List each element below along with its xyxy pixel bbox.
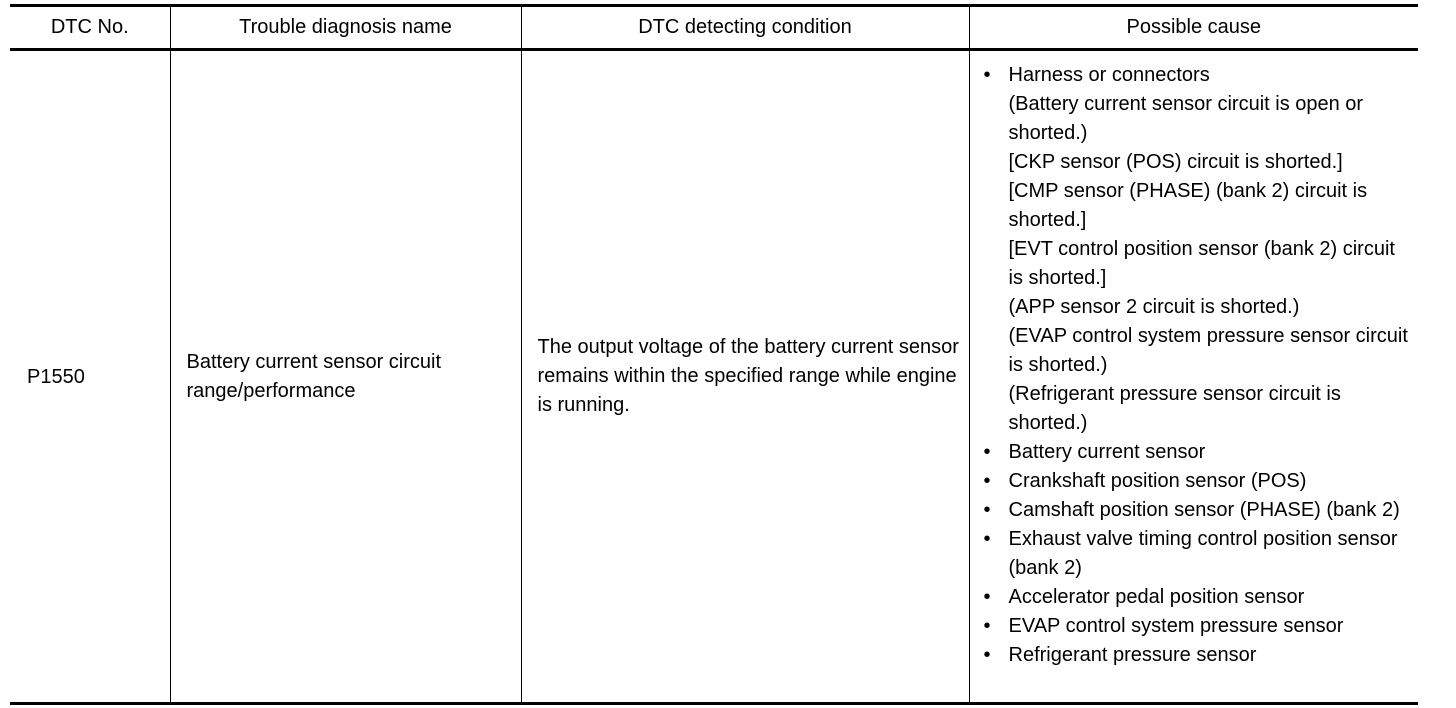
header-diagnosis-name: Trouble diagnosis name <box>170 6 521 50</box>
possible-causes-cell <box>969 50 1418 704</box>
cause-detail: (Battery current sensor circuit is open or shorted.) <box>1008 93 1364 144</box>
list-item <box>984 641 1413 670</box>
list-item <box>984 438 1413 467</box>
cause-label: Refrigerant pressure sensor <box>1008 644 1257 666</box>
bullet-icon: • <box>983 615 991 637</box>
cause-label: EVAP control system pressure sensor <box>1008 615 1344 637</box>
cause-label: Accelerator pedal position sensor <box>1008 586 1305 608</box>
dtc-table <box>10 4 1418 705</box>
bullet-icon: • <box>983 499 991 521</box>
header-dtc-no: DTC No. <box>10 6 170 50</box>
header-detecting-condition: DTC detecting condition <box>521 6 969 50</box>
header-possible-cause: Possible cause <box>969 6 1418 50</box>
list-item <box>984 612 1413 641</box>
cause-label: Harness or connectors <box>1008 64 1210 86</box>
diagnosis-name: Battery current sensor circuit range/performance <box>170 50 521 704</box>
table-header <box>10 6 1418 50</box>
header-row <box>10 6 1418 50</box>
cause-label: Crankshaft position sensor (POS) <box>1008 470 1307 492</box>
list-item <box>984 467 1413 496</box>
bullet-icon: • <box>983 470 991 492</box>
cause-label: Camshaft position sensor (PHASE) (bank 2) <box>1008 499 1400 521</box>
list-item <box>984 525 1413 583</box>
cause-label: Exhaust valve timing control position sensor (bank 2) <box>1008 528 1398 579</box>
cause-detail: (EVAP control system pressure sensor circuit is shorted.) <box>1008 325 1408 376</box>
bullet-icon: • <box>983 528 991 550</box>
cause-detail: (APP sensor 2 circuit is shorted.) <box>1008 296 1300 318</box>
list-item <box>984 496 1413 525</box>
cause-detail: [EVT control position sensor (bank 2) circuit is shorted.] <box>1008 238 1395 289</box>
cause-detail: (Refrigerant pressure sensor circuit is shorted.) <box>1008 383 1341 434</box>
bullet-icon: • <box>983 64 991 86</box>
possible-cause-list <box>984 61 1413 670</box>
cause-detail: [CMP sensor (PHASE) (bank 2) circuit is shorted.] <box>1008 180 1368 231</box>
detecting-condition: The output voltage of the battery current sensor remains within the specified range while engine is running. <box>521 50 969 704</box>
dtc-code: P1550 <box>10 50 170 704</box>
cause-label: Battery current sensor <box>1008 441 1206 463</box>
cause-detail: [CKP sensor (POS) circuit is shorted.] <box>1008 151 1343 173</box>
bullet-icon: • <box>983 586 991 608</box>
bullet-icon: • <box>983 644 991 666</box>
list-item <box>984 583 1413 612</box>
table-row <box>10 50 1418 704</box>
list-item <box>984 61 1413 438</box>
table-body <box>10 50 1418 704</box>
bullet-icon: • <box>983 441 991 463</box>
